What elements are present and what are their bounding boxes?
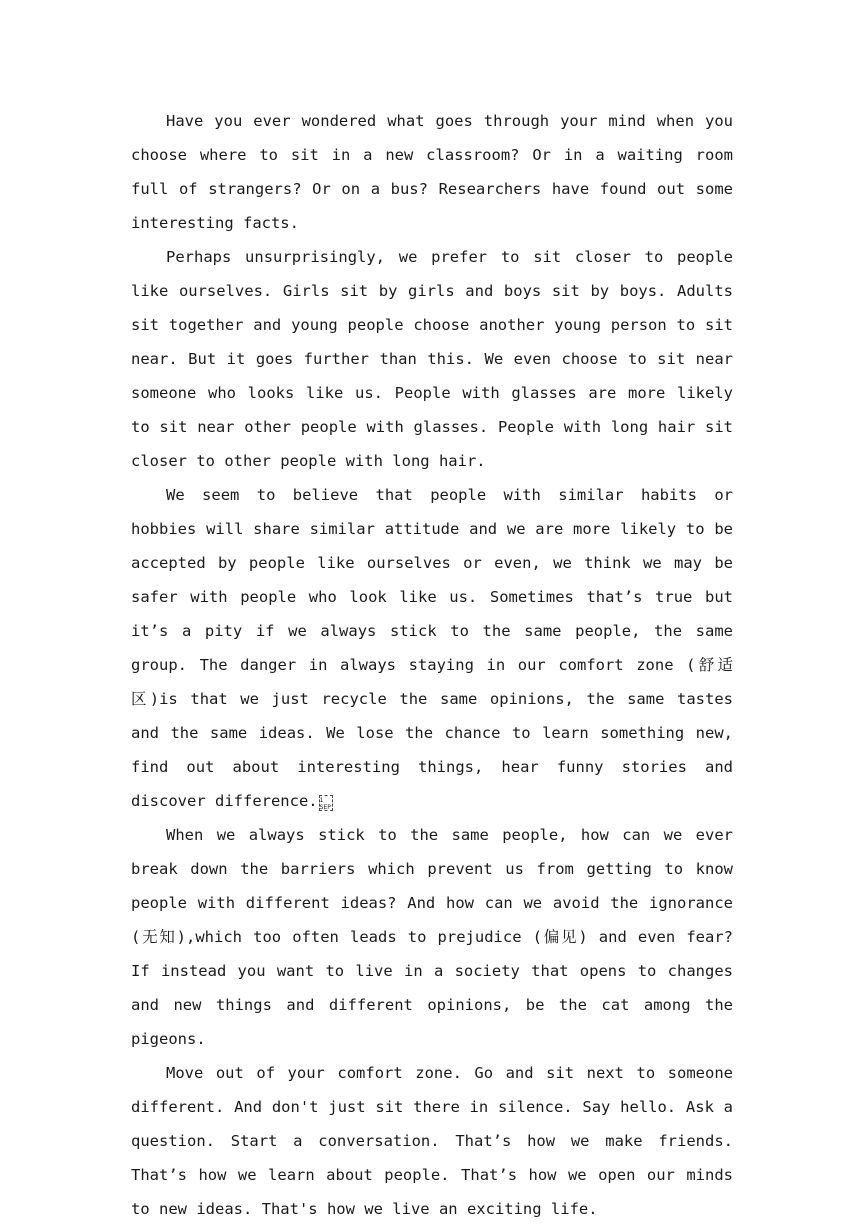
paragraph-2: Perhaps unsurprisingly, we prefer to sit closer to people like ourselves. Girls sit by girls and boys sit by boys. Adults sit together and young people choose another young person to sit near. But it goes further than this. We even choose to sit near someone who looks like us. People with glasses are more likely to sit near other people with glasses. People with long hair sit closer to other people with long hair. <box>131 248 733 470</box>
article-body <box>131 104 733 1226</box>
separator-mark-icon <box>319 795 333 811</box>
paragraph-5: Move out of your comfort zone. Go and sit next to someone different. And don't just sit there in silence. Say hello. Ask a question. Start a conversation. That’s how we make friends. That’s how we learn about people. That’s how we open our minds to new ideas. That's how we live an exciting life. <box>131 1064 733 1218</box>
paragraph-3-text: We seem to believe that people with similar habits or hobbies will share similar attitude and we are more likely to be accepted by people like ourselves or even, we think we may be safer with people who look like us. Sometimes that’s true but it’s a pity if we always stick to the same people, the same group. The danger in always staying in our comfort zone (舒适区)is that we just recycle the same opinions, the same tastes and the same ideas. We lose the chance to learn something new, find out about interesting things, hear funny stories and discover difference. <box>131 486 733 810</box>
separator-mark-line2: SEP <box>319 804 331 811</box>
paragraph-4: When we always stick to the same people, how can we ever break down the barriers which prevent us from getting to know people with different ideas? And how can we avoid the ignorance (无知),which too often leads to prejudice (偏见) and even fear? If instead you want to live in a society that opens to changes and new things and different opinions, be the cat among the pigeons. <box>131 826 733 1048</box>
paragraph-1: Have you ever wondered what goes through your mind when you choose where to sit in a new classroom? Or in a waiting room full of strangers? Or on a bus? Researchers have found out some interesting facts. <box>131 112 733 232</box>
separator-mark-line1: 1 <box>319 797 324 804</box>
paragraph-3 <box>131 478 733 818</box>
